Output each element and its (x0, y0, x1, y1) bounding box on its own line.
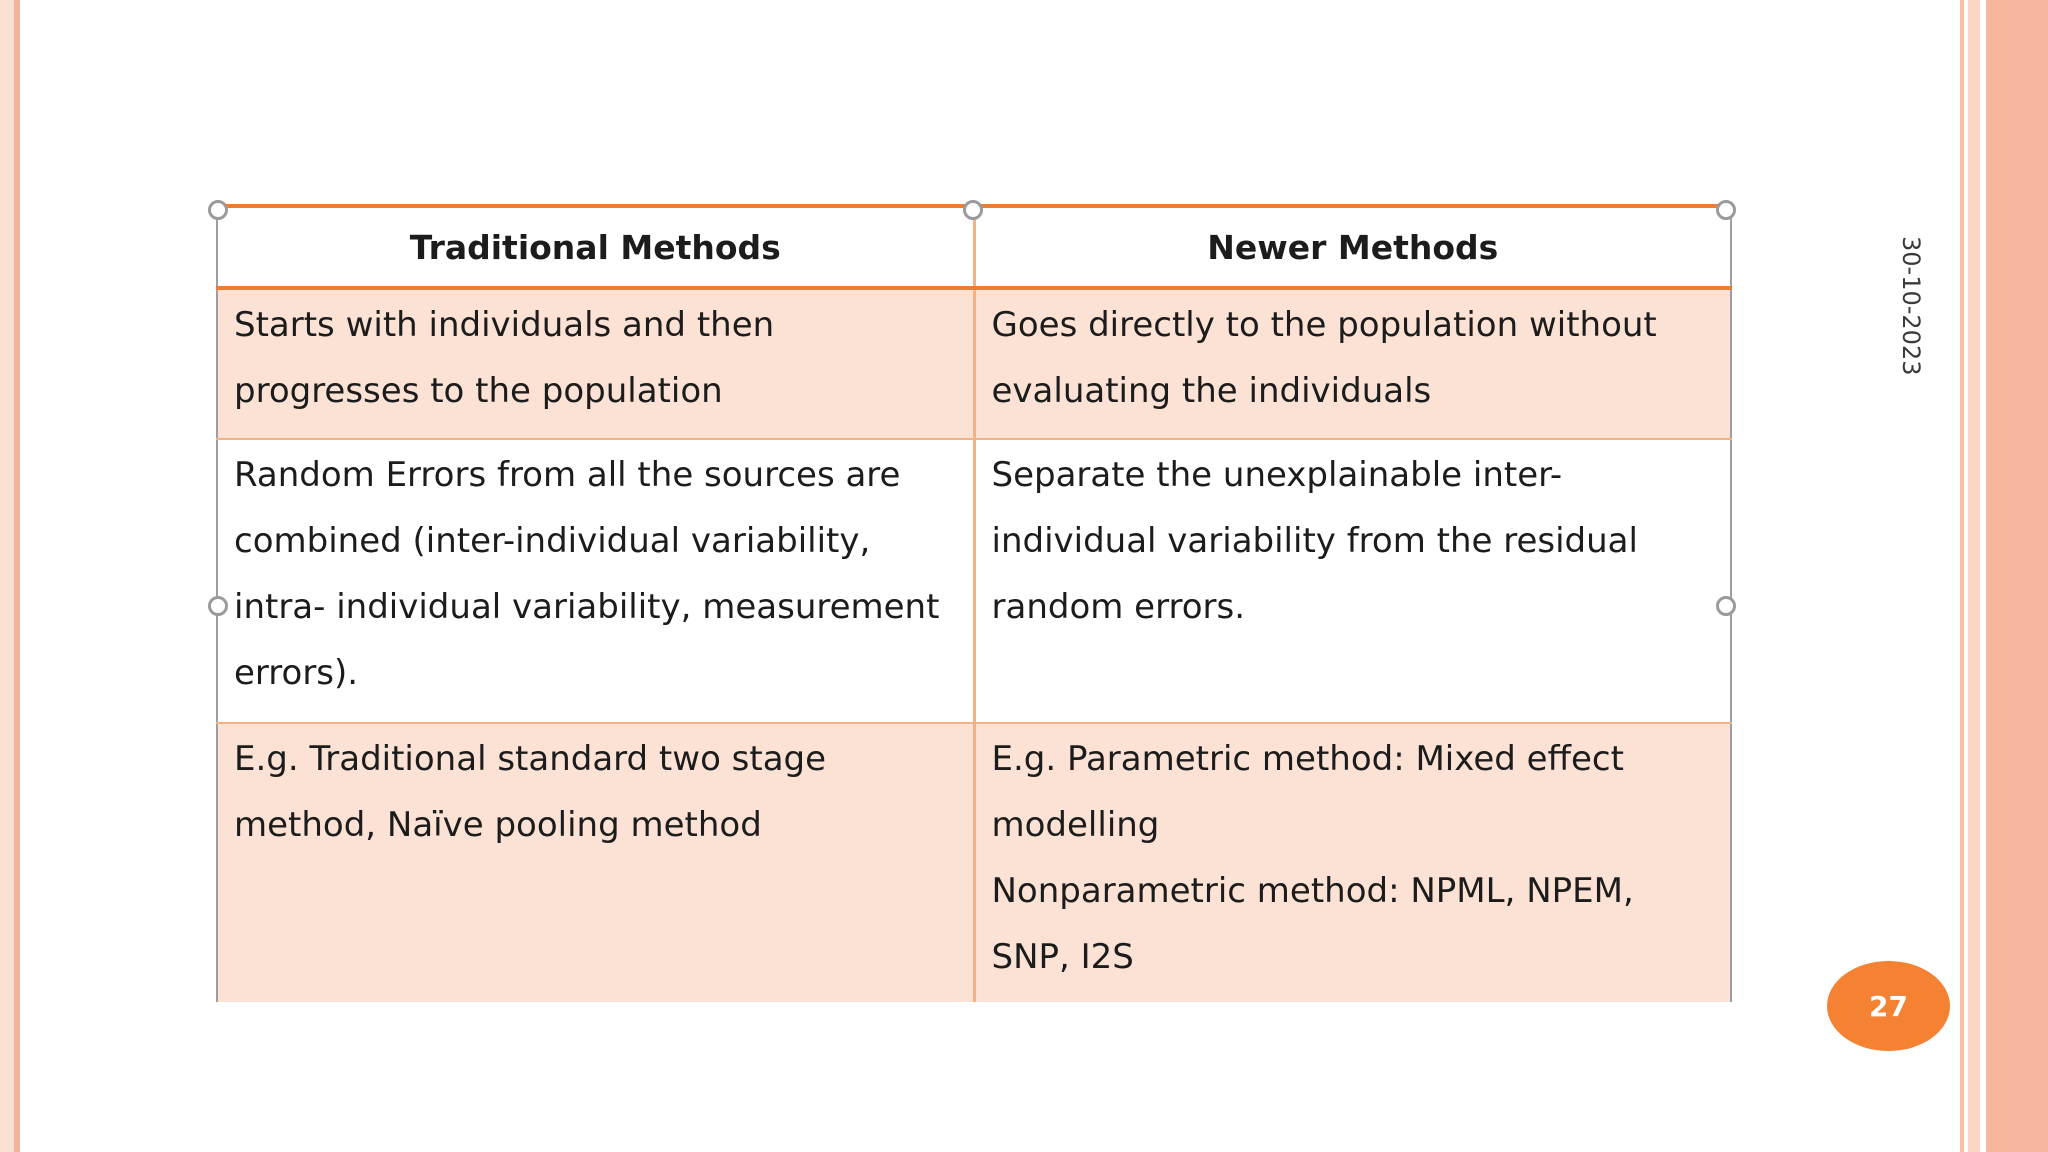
cell-text-line: errors). (234, 653, 359, 693)
cell-text-line: individual variability from the residual (991, 521, 1638, 561)
cell-text-line: Nonparametric method: NPML, NPEM, (991, 871, 1634, 911)
header-newer-methods: Newer Methods (974, 206, 1731, 288)
cell-text-line: Starts with individuals and then (234, 305, 775, 345)
resize-handle-middle-right[interactable] (1716, 596, 1736, 616)
cell-text-line: random errors. (991, 587, 1246, 627)
table-row (217, 439, 1731, 723)
table-cell-newer (974, 723, 1731, 1002)
resize-handle-top-right[interactable] (1716, 200, 1736, 220)
table-cell-traditional (217, 723, 974, 1002)
cell-text-line: method, Naïve pooling method (234, 805, 762, 845)
left-decor-stripe-accent (14, 0, 20, 1152)
comparison-table[interactable] (216, 204, 1732, 1002)
resize-handle-middle-left[interactable] (208, 596, 228, 616)
cell-text-line: Random Errors from all the sources are (234, 455, 901, 495)
cell-text-line: combined (inter-individual variability, (234, 521, 871, 561)
cell-text-line: Separate the unexplainable inter- (991, 455, 1563, 495)
cell-text-line: evaluating the individuals (991, 371, 1432, 411)
cell-text-line: modelling (991, 805, 1160, 845)
table-cell-newer (974, 439, 1731, 723)
cell-text-line: Goes directly to the population without (991, 305, 1657, 345)
resize-handle-top-center[interactable] (963, 200, 983, 220)
table-row (217, 723, 1731, 1002)
cell-text-line: E.g. Parametric method: Mixed effect (991, 739, 1624, 779)
slide-date: 30-10-2023 (1897, 236, 1925, 376)
table-cell-traditional (217, 439, 974, 723)
table-cell-traditional (217, 288, 974, 439)
page-number: 27 (1869, 989, 1908, 1023)
resize-handle-top-left[interactable] (208, 200, 228, 220)
table-row (217, 288, 1731, 439)
left-decor-stripe (0, 0, 14, 1152)
right-decor-band (1960, 0, 2048, 1152)
cell-text-line: progresses to the population (234, 371, 723, 411)
page-number-badge (1827, 961, 1950, 1051)
cell-text-line: E.g. Traditional standard two stage (234, 739, 827, 779)
cell-text-line: intra- individual variability, measurement (234, 587, 940, 627)
header-traditional-methods: Traditional Methods (217, 206, 974, 288)
cell-text-line: SNP, I2S (991, 937, 1134, 977)
table-cell-newer (974, 288, 1731, 439)
